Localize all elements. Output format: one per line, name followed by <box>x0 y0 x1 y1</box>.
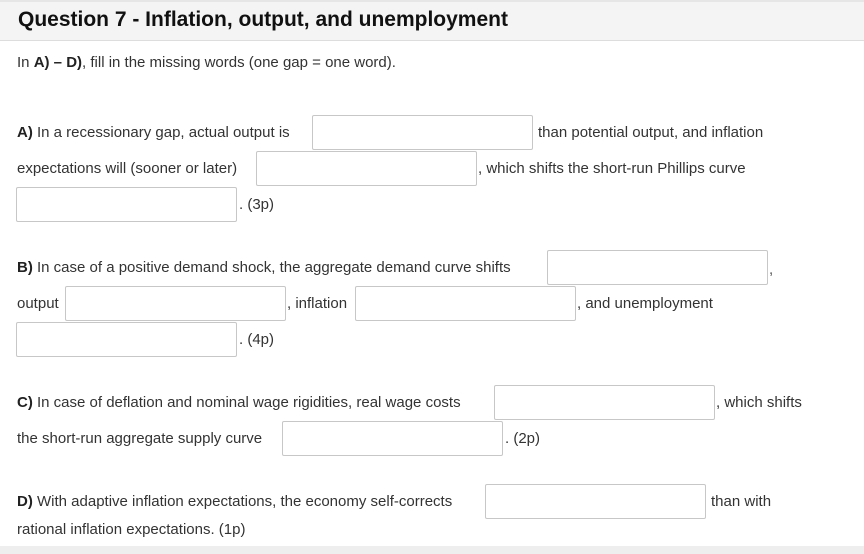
instruction-bold: A) – D) <box>33 54 83 71</box>
partC-text1: In case of deflation and nominal wage rigidities, real wage costs <box>37 394 461 411</box>
partD-text1: With adaptive inflation expectations, the economy self-corrects <box>37 493 453 510</box>
partB-gap1-input[interactable] <box>547 250 768 285</box>
partA-text1: In a recessionary gap, actual output is <box>37 124 290 141</box>
partB-gap2-input[interactable] <box>65 286 286 321</box>
partB-label: B) <box>17 259 33 276</box>
partB-gap4-input[interactable] <box>16 322 237 357</box>
partA-gap3-input[interactable] <box>16 187 237 222</box>
partA-text2: than potential output, and inflation <box>538 124 764 141</box>
partD-line1 <box>17 493 452 511</box>
instruction-suffix: , fill in the missing words (one gap = one word). <box>82 54 396 71</box>
partB-text3: , inflation <box>287 295 348 312</box>
partA-text4: , which shifts the short-run Phillips curve <box>478 160 746 177</box>
question-header <box>0 2 864 41</box>
partB-line1 <box>17 259 511 277</box>
partA-gap2-input[interactable] <box>256 151 477 186</box>
partD-text3: rational inflation expectations. (1p) <box>17 521 246 538</box>
question-title: Question 7 - Inflation, output, and unemployment <box>18 8 508 31</box>
partC-label: C) <box>17 394 33 411</box>
partC-points: . (2p) <box>505 430 541 447</box>
partB-text1: In case of a positive demand shock, the aggregate demand curve shifts <box>37 259 511 276</box>
partC-gap1-input[interactable] <box>494 385 715 420</box>
bottom-rule <box>0 546 864 554</box>
partD-text2: than with <box>711 493 772 510</box>
partA-label: A) <box>17 124 33 141</box>
partB-comma: , <box>769 261 774 278</box>
partB-text2: output <box>17 295 59 312</box>
partB-gap3-input[interactable] <box>355 286 576 321</box>
partA-text3: expectations will (sooner or later) <box>17 160 238 177</box>
instruction-text <box>17 54 396 72</box>
partD-gap1-input[interactable] <box>485 484 706 519</box>
partA-points: . (3p) <box>239 196 275 213</box>
partC-gap2-input[interactable] <box>282 421 503 456</box>
instruction-prefix: In <box>17 54 34 71</box>
partA-gap1-input[interactable] <box>312 115 533 150</box>
partB-text4: , and unemployment <box>577 295 713 312</box>
partB-points: . (4p) <box>239 331 275 348</box>
partA-line1 <box>17 124 290 142</box>
partC-line1 <box>17 394 461 412</box>
partC-text2: , which shifts <box>716 394 802 411</box>
partD-label: D) <box>17 493 33 510</box>
partC-text3: the short-run aggregate supply curve <box>17 430 263 447</box>
